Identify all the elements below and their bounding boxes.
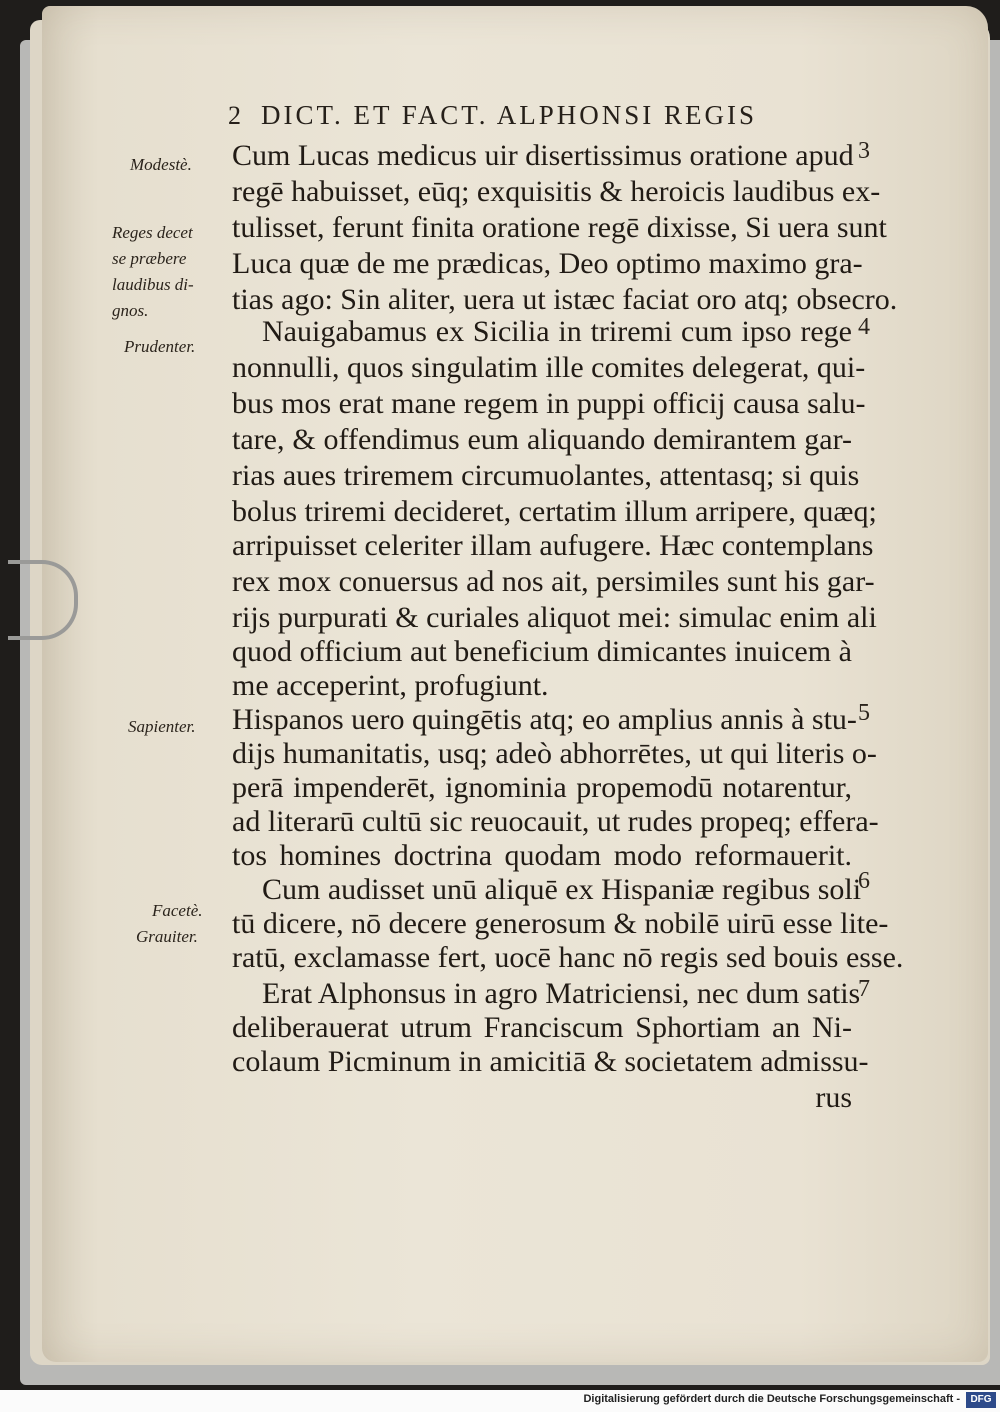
- text-line: tias ago: Sin aliter, uera ut istæc faciat oro atq; obsecro.: [232, 283, 898, 316]
- text-line: colaum Picminum in amicitiā & societatem admissu-: [232, 1045, 869, 1078]
- section-number: 4: [858, 314, 870, 340]
- page-number: 2: [228, 101, 241, 130]
- section-number: 7: [858, 976, 870, 1002]
- text-line: rias aues triremem circumuolantes, attentasq; si quis: [232, 459, 860, 492]
- text-line: Erat Alphonsus in agro Matriciensi, nec dum satis: [262, 977, 861, 1010]
- text-line: me acceperint, profugiunt.: [232, 669, 549, 702]
- margin-note: Prudenter.: [124, 337, 196, 356]
- text-line: dijs humanitatis, usq; adeò abhorrētes, ut qui literis o-: [232, 737, 877, 770]
- text-line: tos homines doctrina quodam modo reformauerit.: [232, 839, 852, 872]
- catchword: rus: [815, 1081, 852, 1114]
- margin-note: Sapienter.: [128, 717, 196, 736]
- text-line: nonnulli, quos singulatim ille comites delegerat, qui-: [232, 351, 866, 384]
- paper-clip: [8, 560, 78, 640]
- dfg-logo: DFG: [966, 1392, 996, 1408]
- text-line: Cum audisset unū aliquē ex Hispaniæ regibus soli: [262, 873, 862, 906]
- text-line: ratū, exclamasse fert, uocē hanc nō regis sed bouis esse.: [232, 941, 904, 974]
- text-line: bus mos erat mane regem in puppi officij causa salu-: [232, 387, 866, 420]
- dfg-credit: Digitalisierung gefördert durch die Deutsche Forschungsgemeinschaft -: [583, 1393, 960, 1405]
- text-line: deliberauerat utrum Franciscum Sphortiam an Ni-: [232, 1011, 852, 1044]
- page-header: [228, 100, 838, 131]
- running-title: DICT. ET FACT. ALPHONSI REGIS: [261, 100, 758, 130]
- section-number: 5: [858, 700, 870, 726]
- section-number: 6: [858, 868, 870, 894]
- text-line: regē habuisset, eūq; exquisitis & heroicis laudibus ex-: [232, 175, 881, 208]
- text-line: Luca quæ de me prædicas, Deo optimo maximo gra-: [232, 247, 863, 280]
- text-line: rijs purpurati & curiales aliquot mei: simulac enim ali: [232, 601, 877, 634]
- margin-note: Grauiter.: [136, 927, 198, 946]
- text-line: Cum Lucas medicus uir disertissimus oratione apud: [232, 139, 854, 172]
- text-line: tulisset, ferunt finita oratione regē dixisse, Si uera sunt: [232, 211, 887, 244]
- text-line: bolus triremi decideret, certatim illum arripere, quæq;: [232, 495, 877, 528]
- text-line: rex mox conuersus ad nos ait, persimiles sunt his gar-: [232, 565, 875, 598]
- text-line: Nauigabamus ex Sicilia in triremi cum ipso rege: [262, 315, 852, 348]
- text-line: Hispanos uero quingētis atq; eo amplius annis à stu-: [232, 703, 857, 736]
- margin-note: laudibus di-: [112, 275, 194, 294]
- margin-note: gnos.: [112, 301, 149, 320]
- margin-note: se præbere: [112, 249, 187, 268]
- margin-note: Reges decet: [112, 223, 193, 242]
- margin-note: Facetè.: [152, 901, 203, 920]
- text-line: ad literarū cultū sic reuocauit, ut rudes propeq; effera-: [232, 805, 879, 838]
- margin-note: Modestè.: [130, 155, 192, 174]
- text-line: perā impenderēt, ignominia propemodū notarentur,: [232, 771, 852, 804]
- text-line: quod officium aut beneficium dimicantes inuicem à: [232, 635, 852, 668]
- text-line: tū dicere, nō decere generosum & nobilē uirū esse lite-: [232, 907, 889, 940]
- text-line: arripuisset celeriter illam aufugere. Hæc contemplans: [232, 529, 874, 562]
- section-number: 3: [858, 138, 870, 164]
- text-line: tare, & offendimus eum aliquando demirantem gar-: [232, 423, 852, 456]
- digitization-footer: [0, 1390, 1000, 1412]
